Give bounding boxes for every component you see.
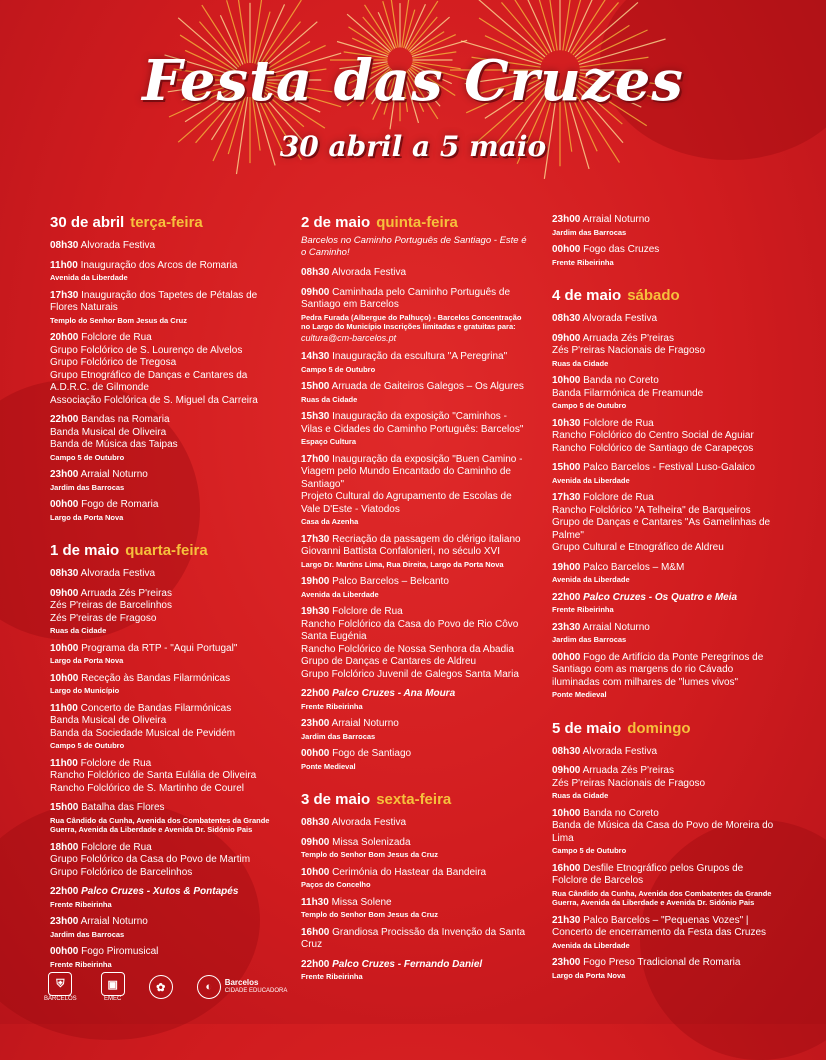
event-title: Alvorada Festiva bbox=[331, 267, 407, 278]
firework-spark bbox=[365, 5, 394, 50]
day-heading bbox=[301, 214, 529, 231]
firework-spark bbox=[504, 0, 549, 53]
event-time: 08h30 bbox=[301, 267, 330, 278]
event-detail: Zés P'reiras de Barcelinhos bbox=[50, 600, 172, 611]
event-location: Avenida da Liberdade bbox=[50, 273, 128, 282]
event-time: 08h30 bbox=[50, 240, 79, 251]
event-location: Ruas da Cidade bbox=[552, 358, 609, 368]
event-title: Inauguração dos Arcos de Romaria bbox=[80, 259, 238, 271]
day-date: 5 de maio bbox=[552, 719, 622, 737]
event-location: Templo do Senhor Bom Jesus da Cruz bbox=[301, 910, 438, 919]
event-title: Folclore de Rua bbox=[81, 332, 152, 343]
event-time: 00h00 bbox=[552, 651, 581, 663]
schedule-event bbox=[301, 817, 529, 830]
event-detail: Grupo de Danças e Cantares "As Gamelinhas de Palme" bbox=[552, 517, 771, 541]
event-title: Palco Cruzes - Fernando Daniel bbox=[332, 958, 483, 970]
day-date: 1 de maio bbox=[50, 542, 120, 559]
day-date: 30 de abril bbox=[50, 214, 125, 231]
schedule-event bbox=[50, 469, 270, 492]
event-time: 10h00 bbox=[552, 375, 581, 386]
event-detail: Grupo Folclórico Juvenil de Galegos Santa Maria bbox=[301, 668, 519, 680]
event-time: 22h00 bbox=[301, 688, 330, 699]
event-title: Palco Barcelos – "Pequenas Vozes" | Concerto de encerramento da Festa das Cruzes bbox=[552, 914, 766, 938]
schedule-event bbox=[50, 568, 270, 581]
event-time: 15h00 bbox=[301, 381, 330, 392]
schedule-event bbox=[301, 411, 529, 447]
event-title: Folclore de Rua bbox=[81, 841, 152, 853]
schedule-event bbox=[50, 758, 270, 796]
crest-icon: ⛨ bbox=[48, 972, 72, 996]
event-title: Banda no Coreto bbox=[583, 807, 659, 819]
day-date: 2 de maio bbox=[301, 214, 371, 231]
day-date: 4 de maio bbox=[552, 287, 622, 304]
event-time: 20h00 bbox=[50, 332, 79, 343]
event-location: Avenida da Liberdade bbox=[552, 575, 630, 584]
event-title: Alvorada Festiva bbox=[80, 568, 156, 579]
schedule-event bbox=[50, 499, 270, 522]
schedule-event bbox=[552, 313, 780, 326]
emblem-icon: ▣ bbox=[101, 972, 125, 996]
event-title: Grandiosa Procissão da Invenção da Santa Cruz bbox=[301, 926, 526, 950]
event-time: 11h00 bbox=[50, 259, 78, 271]
event-time: 10h00 bbox=[301, 866, 330, 878]
event-location: Avenida da Liberdade bbox=[301, 589, 379, 599]
globe-logo-icon: ◐ bbox=[197, 975, 221, 999]
day-weekday: domingo bbox=[627, 719, 691, 737]
logo-label: Barcelos bbox=[224, 978, 259, 987]
event-location: Avenida da Liberdade bbox=[552, 475, 630, 485]
event-time: 16h00 bbox=[301, 926, 330, 938]
schedule-event bbox=[50, 886, 270, 909]
schedule-event bbox=[301, 381, 529, 404]
schedule-event bbox=[552, 592, 780, 615]
event-location: Frente Ribeirinha bbox=[552, 605, 614, 614]
event-location: Largo da Porta Nova bbox=[50, 512, 124, 522]
day-weekday: quarta-feira bbox=[125, 542, 208, 559]
schedule-event bbox=[301, 837, 529, 860]
event-time: 17h30 bbox=[552, 492, 581, 503]
footer-logos bbox=[44, 972, 287, 1002]
event-title: Fogo de Artifício da Ponte Peregrinos de Santiago com as margens do rio Cávado iluminadas com milhares de "lumes vivos" bbox=[552, 651, 764, 688]
emec-logo bbox=[101, 972, 125, 1002]
schedule-event bbox=[552, 652, 780, 700]
event-location: Jardim das Barrocas bbox=[301, 731, 376, 741]
schedule-event bbox=[552, 492, 780, 555]
event-location: Pedra Furada (Albergue do Palhuço) - Barcelos Concentração no Largo do Município Inscrições limitadas e gratuitas para: bbox=[301, 312, 522, 331]
event-title: Fogo das Cruzes bbox=[583, 244, 660, 255]
day-date: 3 de maio bbox=[301, 791, 371, 808]
festival-logo-icon: ✿ bbox=[149, 975, 173, 999]
schedule-event bbox=[552, 418, 780, 456]
schedule-event bbox=[301, 897, 529, 920]
event-detail: Grupo Cultural e Etnográfico de Aldreu bbox=[552, 542, 724, 553]
schedule-event bbox=[50, 588, 270, 636]
event-location: Templo do Senhor Bom Jesus da Cruz bbox=[301, 850, 438, 859]
day-weekday: quinta-feira bbox=[376, 214, 458, 231]
event-title: Alvorada Festiva bbox=[331, 817, 407, 828]
schedule-event bbox=[552, 333, 780, 369]
day-heading bbox=[552, 287, 780, 304]
schedule-event bbox=[301, 351, 529, 374]
event-title: Arraial Noturno bbox=[80, 916, 148, 927]
schedule-event bbox=[50, 703, 270, 751]
schedule-event bbox=[50, 673, 270, 696]
poster-title: Festa das Cruzes bbox=[142, 48, 684, 114]
event-title: Cerimónia do Hastear da Bandeira bbox=[332, 866, 487, 878]
schedule-event bbox=[552, 462, 780, 485]
event-location: Espaço Cultura bbox=[301, 437, 357, 446]
event-detail: Grupo Folclórico de S. Lourenço de Alvelos bbox=[50, 344, 243, 356]
event-location: Jardim das Barrocas bbox=[552, 227, 627, 237]
event-time: 23h00 bbox=[552, 957, 581, 968]
schedule-event bbox=[552, 863, 780, 908]
event-time: 17h30 bbox=[50, 289, 79, 301]
event-detail: Zés P'reiras Nacionais de Fragoso bbox=[552, 777, 706, 789]
schedule-event bbox=[552, 244, 780, 267]
firework-spark bbox=[407, 1, 438, 49]
schedule-event bbox=[50, 290, 270, 326]
event-title: Arruada Zés P'reiras bbox=[582, 332, 674, 344]
event-time: 19h30 bbox=[301, 606, 330, 617]
event-title: Arraial Noturno bbox=[582, 214, 650, 225]
schedule-event bbox=[50, 802, 270, 835]
event-detail: Grupo Etnográfico de Danças e Cantares da A.D.R.C. de Gilmonde bbox=[50, 369, 248, 393]
event-title: Alvorada Festiva bbox=[582, 313, 658, 324]
schedule-event bbox=[552, 562, 780, 585]
event-detail: Banda da Sociedade Musical de Pevidém bbox=[50, 727, 236, 739]
schedule-event bbox=[301, 867, 529, 890]
event-time: 09h00 bbox=[301, 836, 330, 848]
event-title: Palco Cruzes - Ana Moura bbox=[332, 688, 456, 699]
event-title: Arruada de Gaiteiros Galegos – Os Algures bbox=[331, 381, 524, 392]
event-title: Banda no Coreto bbox=[583, 375, 659, 386]
event-location: Ruas da Cidade bbox=[552, 791, 609, 800]
event-title: Inauguração dos Tapetes de Pétalas de Flores Naturais bbox=[50, 289, 258, 313]
event-time: 11h00 bbox=[50, 702, 78, 714]
event-title: Caminhada pelo Caminho Português de Santiago em Barcelos bbox=[301, 286, 511, 310]
schedule-event bbox=[552, 622, 780, 645]
schedule-column-1 bbox=[50, 214, 270, 976]
event-time: 09h00 bbox=[50, 587, 79, 599]
event-time: 17h30 bbox=[301, 533, 330, 545]
event-title: Palco Cruzes - Os Quatro e Meia bbox=[583, 591, 738, 603]
firework-spark bbox=[404, 10, 415, 48]
event-time: 10h00 bbox=[552, 807, 581, 819]
schedule-event bbox=[301, 718, 529, 741]
event-email: cultura@cm-barcelos.pt bbox=[301, 332, 397, 343]
event-time: 22h00 bbox=[552, 591, 581, 603]
event-location: Ponte Medieval bbox=[552, 690, 607, 699]
event-title: Arruada Zés P'reiras bbox=[80, 587, 172, 599]
event-title: Arraial Noturno bbox=[80, 469, 148, 480]
event-time: 22h00 bbox=[301, 958, 330, 970]
event-time: 08h30 bbox=[50, 568, 79, 579]
schedule-event bbox=[552, 375, 780, 411]
event-time: 09h00 bbox=[301, 286, 330, 298]
event-detail: Banda Musical de Oliveira bbox=[50, 715, 167, 726]
schedule-event bbox=[50, 260, 270, 283]
event-detail: Projeto Cultural do Agrupamento de Escolas de Vale D'Este - Viatodos bbox=[301, 491, 512, 515]
event-location: Ruas da Cidade bbox=[301, 394, 358, 404]
event-time: 09h00 bbox=[552, 332, 581, 344]
schedule-event bbox=[301, 267, 529, 280]
logo-label: BARCELOS bbox=[44, 996, 77, 1002]
schedule-event bbox=[552, 957, 780, 980]
event-detail: Grupo Folclórico de Tregosa bbox=[50, 357, 177, 368]
schedule-event bbox=[552, 746, 780, 759]
event-location: Ruas da Cidade bbox=[50, 626, 107, 635]
event-title: Concerto de Bandas Filarmónicas bbox=[80, 702, 232, 714]
event-detail: Zés P'reiras de Fragoso bbox=[50, 612, 157, 624]
event-title: Fogo de Romaria bbox=[81, 499, 159, 510]
day-weekday: terça-feira bbox=[130, 214, 203, 231]
cidade-educadora-logo bbox=[197, 975, 288, 999]
festival-logo bbox=[149, 975, 173, 999]
event-detail: Grupo Folclórico da Casa do Povo de Martim bbox=[50, 854, 251, 865]
event-title: Receção às Bandas Filarmónicas bbox=[81, 672, 231, 684]
event-title: Fogo Preso Tradicional de Romaria bbox=[583, 957, 741, 968]
event-time: 23h30 bbox=[552, 621, 581, 633]
event-location: Frente Ribeirinha bbox=[301, 701, 363, 711]
event-time: 00h00 bbox=[301, 748, 330, 759]
event-title: Arraial Noturno bbox=[582, 621, 650, 633]
event-location: Largo da Porta Nova bbox=[552, 970, 626, 980]
event-detail: Rancho Folclórico de Nossa Senhora da Abadia bbox=[301, 643, 514, 655]
event-title: Programa da RTP - "Aqui Portugal" bbox=[81, 642, 238, 654]
event-title: Recriação da passagem do clérigo italiano Giovanni Battista Confalonieri, no século XVI bbox=[301, 533, 521, 557]
event-time: 10h00 bbox=[50, 672, 79, 684]
event-title: Inauguração da exposição "Buen Camino - Viagem pelo Mundo Encantado do Caminho de Santiago" bbox=[301, 453, 523, 490]
event-location: Campo 5 de Outubro bbox=[301, 364, 376, 374]
schedule-event bbox=[50, 643, 270, 666]
event-location: Rua Cândido da Cunha, Avenida dos Combatentes da Grande Guerra, Avenida da Liberdade e Avenida Dr. Sidónio Pais bbox=[50, 815, 270, 834]
event-detail: Rancho Folclórico de Santiago de Carapeços bbox=[552, 442, 754, 454]
event-time: 15h00 bbox=[552, 462, 581, 473]
schedule-event bbox=[552, 915, 780, 951]
schedule-column-2 bbox=[301, 214, 529, 989]
schedule-event bbox=[50, 916, 270, 939]
event-detail: Associação Folclórica de S. Miguel da Carreira bbox=[50, 394, 258, 406]
schedule-event bbox=[552, 214, 780, 237]
schedule-column-3 bbox=[552, 214, 780, 987]
event-title: Alvorada Festiva bbox=[80, 240, 156, 251]
event-title: Palco Barcelos – Belcanto bbox=[332, 576, 449, 587]
event-location: Campo 5 de Outubro bbox=[50, 741, 125, 750]
schedule-event bbox=[301, 959, 529, 982]
event-location: Ponte Medieval bbox=[301, 761, 356, 771]
schedule-event bbox=[301, 287, 529, 345]
event-detail: Rancho Folclórico de S. Martinho de Courel bbox=[50, 782, 244, 794]
event-time: 23h00 bbox=[552, 214, 581, 225]
schedule-event bbox=[301, 688, 529, 711]
logo-sublabel: CIDADE EDUCADORA bbox=[224, 988, 288, 994]
event-time: 08h30 bbox=[301, 817, 330, 828]
event-time: 17h00 bbox=[301, 453, 330, 465]
event-time: 15h00 bbox=[50, 802, 79, 813]
event-title: Batalha das Flores bbox=[81, 802, 165, 813]
event-time: 23h00 bbox=[50, 916, 79, 927]
event-title: Inauguração da escultura "A Peregrina" bbox=[332, 351, 508, 362]
event-time: 21h30 bbox=[552, 914, 581, 926]
event-time: 22h00 bbox=[50, 414, 79, 425]
day-weekday: sábado bbox=[627, 287, 680, 304]
day-weekday: sexta-feira bbox=[376, 791, 452, 808]
event-title: Folclore de Rua bbox=[80, 757, 152, 769]
event-location: Casa da Azenha bbox=[301, 517, 359, 526]
event-detail: Grupo Folclórico de Barcelinhos bbox=[50, 866, 193, 878]
event-detail: Banda de Música da Casa do Povo de Moreira do Lima bbox=[552, 820, 774, 844]
event-time: 19h00 bbox=[301, 576, 330, 587]
event-time: 23h00 bbox=[50, 469, 79, 480]
event-location: Frente Ribeirinha bbox=[301, 972, 363, 981]
event-time: 00h00 bbox=[50, 499, 79, 510]
event-title: Bandas na Romaria bbox=[81, 414, 170, 425]
barcelos-crest-logo bbox=[44, 972, 77, 1002]
event-detail: Banda Musical de Oliveira bbox=[50, 426, 167, 438]
event-title: Folclore de Rua bbox=[583, 417, 654, 429]
schedule-event bbox=[301, 454, 529, 527]
event-title: Missa Solene bbox=[331, 896, 392, 908]
event-title: Palco Barcelos – M&M bbox=[583, 561, 685, 573]
event-time: 19h00 bbox=[552, 561, 581, 573]
day-heading bbox=[50, 542, 270, 559]
schedule-event bbox=[50, 946, 270, 969]
event-time: 23h00 bbox=[301, 718, 330, 729]
event-location: Jardim das Barrocas bbox=[552, 635, 627, 644]
schedule-event bbox=[552, 808, 780, 856]
event-title: Folclore de Rua bbox=[332, 606, 403, 617]
day-note: Barcelos no Caminho Português de Santiago - Este é o Caminho! bbox=[301, 235, 527, 258]
event-detail: Banda de Música das Taipas bbox=[50, 439, 178, 450]
event-time: 00h00 bbox=[50, 946, 79, 957]
event-title: Folclore de Rua bbox=[583, 492, 654, 503]
event-time: 11h00 bbox=[50, 757, 78, 769]
event-detail: Rancho Folclórico da Casa do Povo de Rio Côvo Santa Eugénia bbox=[301, 618, 519, 642]
poster-subtitle: 30 abril a 5 maio bbox=[279, 130, 547, 163]
event-time: 08h30 bbox=[552, 313, 581, 324]
event-location: Frente Ribeirinha bbox=[50, 899, 112, 909]
event-title: Inauguração da exposição "Caminhos - Vilas e Cidades do Caminho Português: Barcelos" bbox=[301, 411, 524, 435]
event-time: 10h00 bbox=[50, 642, 79, 654]
event-title: Palco Barcelos - Festival Luso-Galaico bbox=[583, 462, 755, 473]
day-heading bbox=[552, 720, 780, 737]
event-time: 11h30 bbox=[301, 896, 329, 908]
event-time: 10h30 bbox=[552, 417, 581, 429]
event-location: Templo do Senhor Bom Jesus da Cruz bbox=[50, 315, 187, 325]
event-title: Palco Cruzes - Xutos & Pontapés bbox=[81, 886, 239, 897]
event-location: Frente Ribeirinha bbox=[50, 959, 112, 969]
event-location: Largo do Município bbox=[50, 686, 120, 695]
event-location: Largo da Porta Nova bbox=[50, 656, 124, 665]
event-detail: Rancho Folclórico do Centro Social de Aguiar bbox=[552, 430, 754, 441]
event-location: Campo 5 de Outubro bbox=[552, 846, 627, 855]
event-time: 09h00 bbox=[552, 765, 581, 776]
event-time: 08h30 bbox=[552, 745, 581, 757]
schedule-event bbox=[301, 606, 529, 681]
schedule-event bbox=[301, 927, 529, 952]
event-time: 22h00 bbox=[50, 886, 79, 897]
event-location: Frente Ribeirinha bbox=[552, 257, 614, 267]
event-title: Arruada Zés P'reiras bbox=[582, 765, 674, 776]
schedule-event bbox=[50, 240, 270, 253]
event-detail: Rancho Folclórico "A Telheira" de Barqueiros bbox=[552, 504, 751, 516]
event-location: Jardim das Barrocas bbox=[50, 929, 125, 939]
event-time: 18h00 bbox=[50, 841, 79, 853]
event-location: Avenida da Liberdade bbox=[552, 940, 630, 950]
event-title: Alvorada Festiva bbox=[582, 745, 658, 757]
event-title: Arraial Noturno bbox=[331, 718, 399, 729]
schedule-event bbox=[301, 576, 529, 599]
event-detail: Rancho Folclórico de Santa Eulália de Oliveira bbox=[50, 770, 257, 781]
logo-label: EMEC bbox=[104, 996, 122, 1002]
event-time: 14h30 bbox=[301, 351, 330, 362]
event-title: Fogo Piromusical bbox=[81, 946, 159, 957]
event-title: Fogo de Santiago bbox=[332, 748, 412, 759]
event-detail: Zés P'reiras Nacionais de Fragoso bbox=[552, 345, 706, 356]
schedule-event bbox=[552, 765, 780, 801]
day-heading bbox=[301, 791, 529, 808]
schedule-event bbox=[301, 534, 529, 570]
schedule-event bbox=[50, 414, 270, 462]
event-time: 15h30 bbox=[301, 411, 330, 422]
event-detail: Banda Filarmónica de Freamunde bbox=[552, 387, 704, 399]
event-location: Jardim das Barrocas bbox=[50, 482, 125, 492]
event-detail: Grupo de Danças e Cantares de Aldreu bbox=[301, 656, 477, 667]
event-time: 00h00 bbox=[552, 244, 581, 255]
schedule-event bbox=[50, 332, 270, 407]
event-location: Paços do Concelho bbox=[301, 880, 371, 889]
schedule-event bbox=[301, 748, 529, 771]
event-location: Campo 5 de Outubro bbox=[552, 401, 627, 410]
event-time: 16h00 bbox=[552, 862, 581, 874]
event-title: Desfile Etnográfico pelos Grupos de Folclore de Barcelos bbox=[552, 862, 744, 886]
event-location: Largo Dr. Martins Lima, Rua Direita, Largo da Porta Nova bbox=[301, 559, 504, 569]
event-location: Campo 5 de Outubro bbox=[50, 452, 125, 462]
day-heading bbox=[50, 214, 270, 231]
event-location: Rua Cândido da Cunha, Avenida dos Combatentes da Grande Guerra, Avenida da Liberdade e Avenida Dr. Sidónio Pais bbox=[552, 888, 772, 907]
schedule-event bbox=[50, 842, 270, 880]
event-title: Missa Solenizada bbox=[332, 836, 411, 848]
